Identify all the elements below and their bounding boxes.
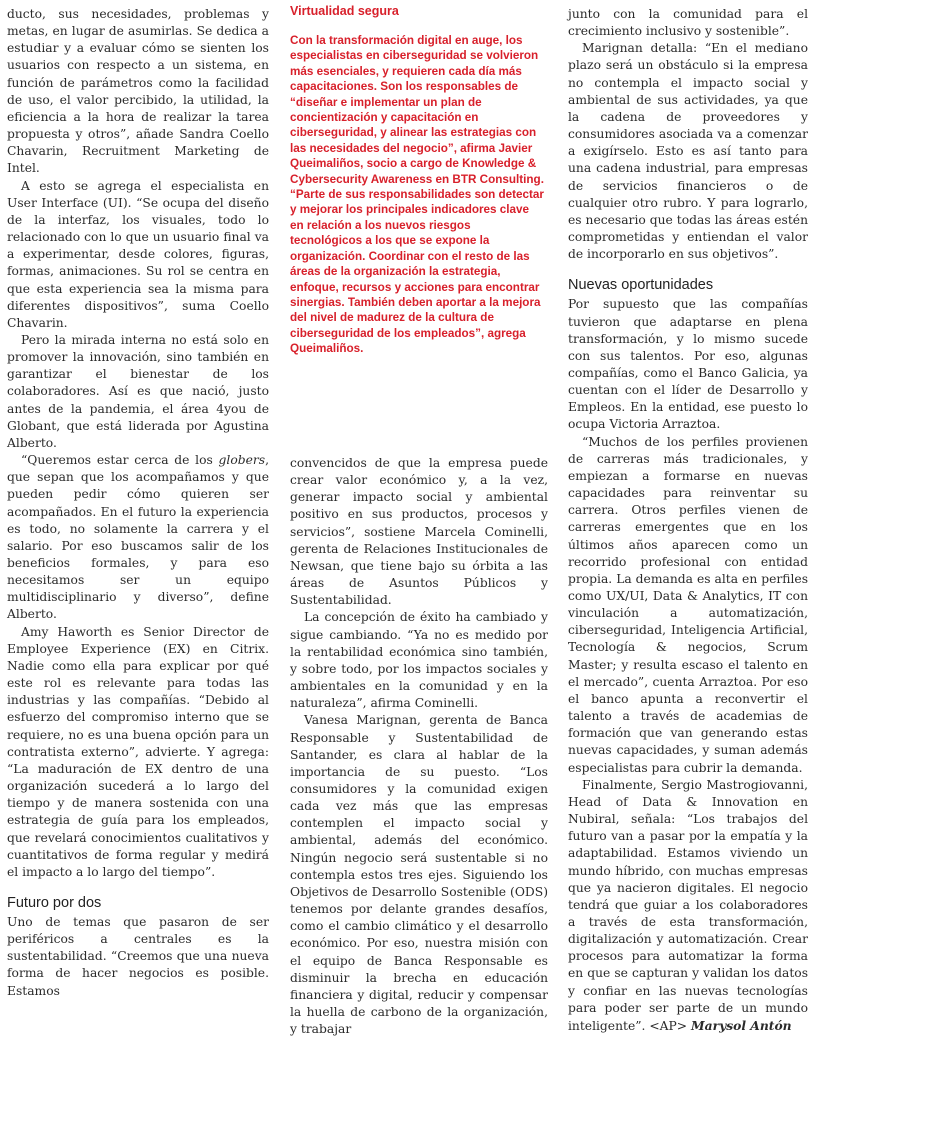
- article-column-3: [568, 6, 808, 1035]
- paragraph: [7, 452, 269, 624]
- article-column-1: [7, 6, 269, 1000]
- sidebar-box: [290, 4, 545, 357]
- paragraph: Por supuesto que las compañías tuvieron que adaptarse en plena transformación, y lo mismo sucede con sus talentos. Por eso, algunas compañías, como el Banco Galicia, ya cuentan con el líder de Desarrollo y Empleos. En la entidad, ese puesto lo ocupa Victoria Arraztoa.: [568, 297, 808, 432]
- italic-term: globers: [218, 453, 266, 468]
- sidebar-paragraph: Con la transformación digital en auge, los especialistas en ciberseguridad se volvieron más esenciales, y requieren cada día más capacitaciones. Son los responsables de “diseñar e implementar un plan de concientización y capacitación en ciberseguridad, y alinear las estrategias con las necesidades del negocio”, afirma Javier Queimaliños, socio a cargo de Knowledge & Cybersecurity Awareness en BTR Consulting.: [290, 34, 544, 186]
- paragraph: Pero la mirada interna no está solo en promover la innovación, sino también en garantizar el bienestar de los colaboradores. Así es que nació, justo antes de la pandemia, el área 4you de Globant, que está liderada por Agustina Alberto.: [7, 332, 269, 450]
- paragraph: A esto se agrega el especialista en User Interface (UI). “Se ocupa del diseño de la interfaz, los visuales, todo lo relacionado con lo que un usuario final va a experimentar, desde colores, figuras, formas, animaciones. Su rol se centra en que esta experiencia sea la misma para diferentes dispositivos”, suma Coello Chavarin.: [7, 178, 269, 330]
- paragraph: [568, 777, 808, 1035]
- paragraph: Amy Haworth es Senior Director de Employee Experience (EX) en Citrix. Nadie como ella para explicar por qué este rol es relevante para todas las industrias y las compañías. “Debido al esfuerzo del compromiso interno que se requiere, no es una buena opción para un contratista externo”, advierte. Y agrega: “La maduración de EX dentro de una organización sucederá a lo largo del tiempo y de manera sostenida con una estrategia de guía para los empleados, que revelará conocimientos cualitativos y cuantitativos de forma regular y medirá el impacto a lo largo del tiempo”.: [7, 624, 269, 879]
- article-column-2: [290, 455, 548, 1038]
- sidebar-title: Virtualidad segura: [290, 4, 399, 18]
- quote-rest: , que sepan que los acompañamos y que pueden pedir cómo quieren ser acompañados. En el futuro la experiencia es todo, no solamente la carrera y el salario. Por eso buscamos salir de los beneficios formales, y para eso necesitamos ser un equipo multidisciplinario y diverso”, define Alberto.: [7, 453, 269, 622]
- section-tag: <AP>: [649, 1018, 688, 1033]
- paragraph: junto con la comunidad para el crecimiento inclusivo y sostenible”.: [568, 7, 808, 39]
- paragraph: ducto, sus necesidades, problemas y metas, en lugar de asumirlas. Se dedica a estudiar y a evaluar cómo se sienten los usuarios con respecto a un sistema, en función de parámetros como la facilidad de uso, el valor percibido, la utilidad, la eficiencia a la hora de realizar la tarea propuesta y otros”, añade Sandra Coello Chavarin, Recruitment Marketing de Intel.: [7, 7, 269, 176]
- paragraph: “Muchos de los perfiles provienen de carreras más tradicionales, y empiezan a formarse en nuevas capacidades para reinventar su carrera. Otros perfiles vienen de carreras emergentes que en los últimos años aparecen como un recorrido profesional con entidad propia. La demanda es alta en perfiles como UX/UI, Data & Analytics, IT con vinculación a automatización, ciberseguridad, Inteligencia Artificial, Tecnología & negocios, Scrum Master; y resulta escaso el talento en el mercado”, cuenta Arraztoa. Por eso el banco apunta a reconvertir el talento a través de academias de formación que van generando estas nuevas capacidades, y suman además especialistas para cubrir la demanda.: [568, 434, 808, 775]
- closing-quote: Finalmente, Sergio Mastrogiovanni, Head of Data & Innovation en Nubiral, señala: “Los trabajos del futuro van a pasar por la empatía y la adaptabilidad. Estamos viviendo un mundo híbrido, con muchas empresas que ya nacieron digitales. El negocio tendrá que guiar a los colaboradores a través de esta transformación, digitalización y automatización. Crear procesos para automatizar la forma en que se capturan y validan los datos y confiar en las nuevas tecnologías para poder ser parte de un mundo inteligente”.: [568, 777, 808, 1033]
- paragraph: Marignan detalla: “En el mediano plazo será un obstáculo si la empresa no contempla el impacto social y ambiental de sus actividades, ya que la cadena de proveedores y consumidores asociada va a comenzar a exigírselo. Esto es así tanto para una cadena industrial, para empresas de servicios financieros o de cualquier otro rubro. Y para lograrlo, es necesario que todas las áreas estén comprometidas y entiendan el valor de incorporarlo en sus objetivos”.: [568, 41, 808, 262]
- paragraph: Uno de temas que pasaron de ser periféricos a centrales es la sustentabilidad. “Creemos que una nueva forma de hacer negocios es posible. Estamos: [7, 914, 269, 998]
- sidebar-paragraph: “Parte de sus responsabilidades son detectar y mejorar los principales indicadores clave en relación a los nuevos riesgos tecnológicos a los que se expone la organización. Coordinar con el resto de las áreas de la organización la estrategia, enfoque, recursos y acciones para encontrar sinergias. También deben aportar a la mejora del nivel de madurez de la cultura de ciberseguridad de los empleados”, agrega Queimaliños.: [290, 188, 544, 356]
- section-heading: Nuevas oportunidades: [568, 277, 714, 294]
- paragraph: La concepción de éxito ha cambiado y sigue cambiando. “Ya no es medido por la rentabilidad económica sino también, y sobre todo, por los impactos sociales y ambientales en la comunidad y en la naturaleza”, afirma Cominelli.: [290, 610, 548, 711]
- section-heading: Futuro por dos: [7, 894, 102, 911]
- quote-start: “Queremos estar cerca de los: [21, 453, 219, 468]
- author-signature: Marysol Antón: [691, 1017, 792, 1033]
- paragraph: convencidos de que la empresa puede crear valor económico y, a la vez, generar impacto social y ambiental positivo en sus productos, procesos y servicios”, sostiene Marcela Cominelli, gerenta de Relaciones Institucionales de Newsan, que tiene bajo su órbita a las áreas de Asuntos Públicos y Sustentabilidad.: [290, 456, 548, 608]
- paragraph: Vanesa Marignan, gerenta de Banca Responsable y Sustentabilidad de Santander, es clara al hablar de la importancia de su puesto. “Los consumidores y la comunidad exigen cada vez más que las empresas contemplen el impacto social y ambiental, además del económico. Ningún negocio será sustentable si no contempla estos tres ejes. Siguiendo los Objetivos de Desarrollo Sostenible (ODS) tenemos por delante grandes desafíos, como el cambio climático y el desarrollo económico. Por eso, nuestra misión con el equipo de Banca Responsable es disminuir la brecha en educación financiera y digital, reducir y compensar la huella de carbono de la organización, y trabajar: [290, 713, 548, 1037]
